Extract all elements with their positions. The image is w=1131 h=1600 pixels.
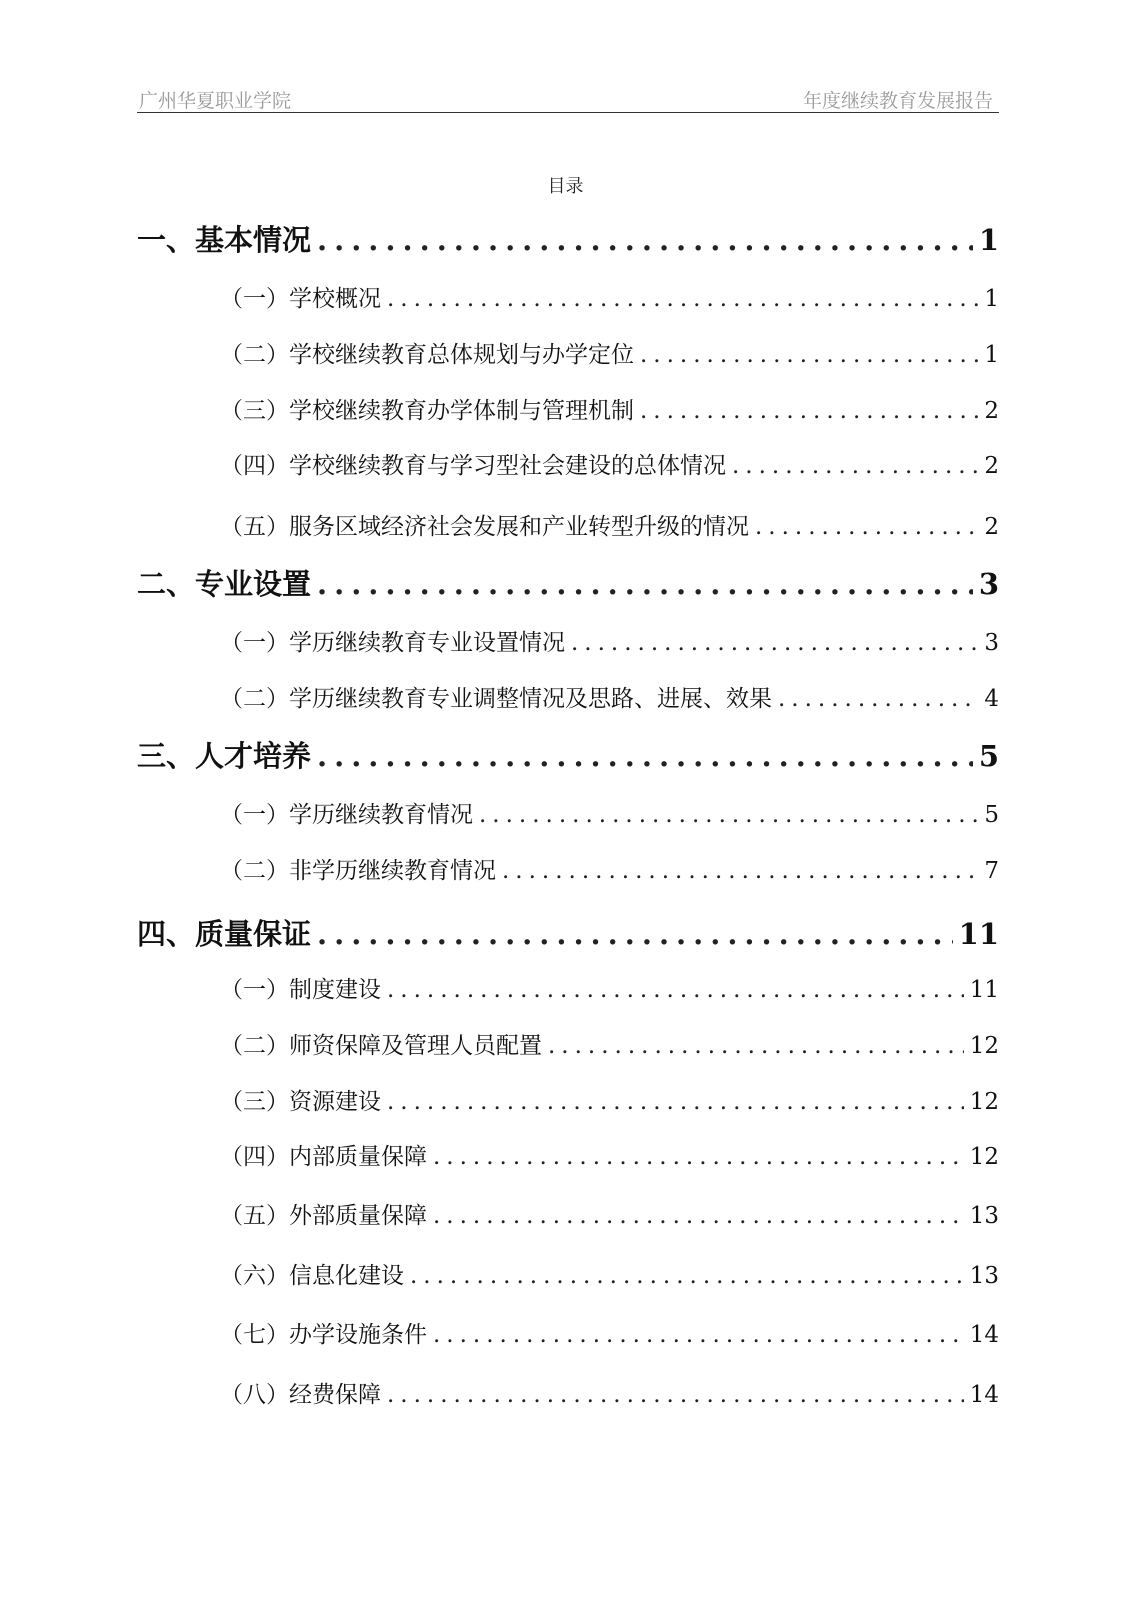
page-header <box>137 84 999 113</box>
toc-entry-page-number: 7 <box>984 858 999 884</box>
toc-dot-leader <box>387 286 978 312</box>
toc-entry-page-number: 3 <box>978 567 999 601</box>
toc-entry-title: （五）外部质量保障 <box>220 1203 427 1229</box>
toc-chapter-entry[interactable] <box>137 562 999 603</box>
toc-entry-title: （一）学校概况 <box>220 286 381 312</box>
toc-section-entry[interactable] <box>220 1376 999 1409</box>
toc-entry-page-number: 14 <box>969 1382 999 1408</box>
toc-dot-leader <box>548 1033 964 1059</box>
toc-dot-leader <box>755 514 978 540</box>
toc-dot-leader <box>778 686 978 712</box>
toc-entry-page-number: 2 <box>984 453 999 479</box>
toc-dot-leader <box>387 977 964 1003</box>
toc-entry-page-number: 12 <box>969 1089 999 1115</box>
toc-section-entry[interactable] <box>220 1083 999 1116</box>
toc-title: 目录 <box>547 176 584 197</box>
toc-dot-leader <box>502 858 978 884</box>
toc-dot-leader <box>317 917 953 951</box>
toc-dot-leader <box>317 739 973 773</box>
toc-entry-title: （四）学校继续教育与学习型社会建设的总体情况 <box>220 453 726 479</box>
toc-entry-page-number: 2 <box>984 398 999 424</box>
toc-entry-page-number: 12 <box>969 1144 999 1170</box>
toc-section-entry[interactable] <box>220 1316 999 1349</box>
toc-entry-page-number: 1 <box>978 223 999 257</box>
toc-entry-title: （八）经费保障 <box>220 1382 381 1408</box>
toc-entry-title: （一）制度建设 <box>220 977 381 1003</box>
toc-section-entry[interactable] <box>220 1197 999 1230</box>
toc-section-entry[interactable] <box>220 1027 999 1060</box>
toc-entry-title: 三、人才培养 <box>137 739 312 773</box>
toc-dot-leader <box>640 342 978 368</box>
toc-dot-leader <box>433 1203 964 1229</box>
toc-section-entry[interactable] <box>220 1138 999 1171</box>
toc-section-entry[interactable] <box>220 280 999 313</box>
toc-dot-leader <box>433 1144 964 1170</box>
toc-entry-title: （一）学历继续教育专业设置情况 <box>220 630 565 656</box>
toc-entry-page-number: 5 <box>984 802 999 828</box>
toc-chapter-entry[interactable] <box>137 912 999 953</box>
toc-dot-leader <box>571 630 978 656</box>
toc-dot-leader <box>317 223 973 257</box>
toc-entry-page-number: 11 <box>958 917 999 951</box>
toc-entry-title: （二）学历继续教育专业调整情况及思路、进展、效果 <box>220 686 772 712</box>
toc-entry-page-number: 1 <box>984 342 999 368</box>
toc-entry-page-number: 12 <box>969 1033 999 1059</box>
toc-entry-title: （二）学校继续教育总体规划与办学定位 <box>220 342 634 368</box>
toc-dot-leader <box>387 1382 964 1408</box>
toc-entry-page-number: 11 <box>969 977 999 1003</box>
toc-dot-leader <box>433 1322 964 1348</box>
toc-entry-page-number: 14 <box>969 1322 999 1348</box>
toc-chapter-entry[interactable] <box>137 218 999 259</box>
toc-entry-title: （一）学历继续教育情况 <box>220 802 473 828</box>
toc-chapter-entry[interactable] <box>137 734 999 775</box>
toc-section-entry[interactable] <box>220 971 999 1004</box>
toc-entry-page-number: 13 <box>969 1263 999 1289</box>
toc-entry-page-number: 3 <box>984 630 999 656</box>
toc-entry-title: （二）非学历继续教育情况 <box>220 858 496 884</box>
toc-entry-title: 一、基本情况 <box>137 223 312 257</box>
toc-entry-title: （六）信息化建设 <box>220 1263 404 1289</box>
toc-entry-title: （四）内部质量保障 <box>220 1144 427 1170</box>
toc-entry-title: （三）学校继续教育办学体制与管理机制 <box>220 398 634 424</box>
toc-dot-leader <box>479 802 978 828</box>
toc-entry-title: 四、质量保证 <box>137 917 312 951</box>
toc-section-entry[interactable] <box>220 336 999 369</box>
toc-entry-title: （二）师资保障及管理人员配置 <box>220 1033 542 1059</box>
toc-dot-leader <box>317 567 973 601</box>
toc-dot-leader <box>640 398 978 424</box>
toc-dot-leader <box>410 1263 964 1289</box>
toc-section-entry[interactable] <box>220 508 999 541</box>
toc-entry-page-number: 13 <box>969 1203 999 1229</box>
toc-entry-title: 二、专业设置 <box>137 567 312 601</box>
toc-section-entry[interactable] <box>220 624 999 657</box>
toc-entry-page-number: 5 <box>978 739 999 773</box>
header-institution: 广州华夏职业学院 <box>139 90 292 112</box>
header-report-title: 年度继续教育发展报告 <box>802 90 993 112</box>
toc-entry-page-number: 1 <box>984 286 999 312</box>
toc-section-entry[interactable] <box>220 680 999 713</box>
toc-section-entry[interactable] <box>220 1257 999 1290</box>
toc-dot-leader <box>732 453 978 479</box>
toc-section-entry[interactable] <box>220 852 999 885</box>
toc-section-entry[interactable] <box>220 447 999 480</box>
toc-dot-leader <box>387 1089 964 1115</box>
toc-section-entry[interactable] <box>220 796 999 829</box>
toc-entry-title: （七）办学设施条件 <box>220 1322 427 1348</box>
toc-entry-page-number: 4 <box>984 686 999 712</box>
toc-entry-page-number: 2 <box>984 514 999 540</box>
toc-section-entry[interactable] <box>220 392 999 425</box>
toc-entry-title: （五）服务区域经济社会发展和产业转型升级的情况 <box>220 514 749 540</box>
toc-entry-title: （三）资源建设 <box>220 1089 381 1115</box>
